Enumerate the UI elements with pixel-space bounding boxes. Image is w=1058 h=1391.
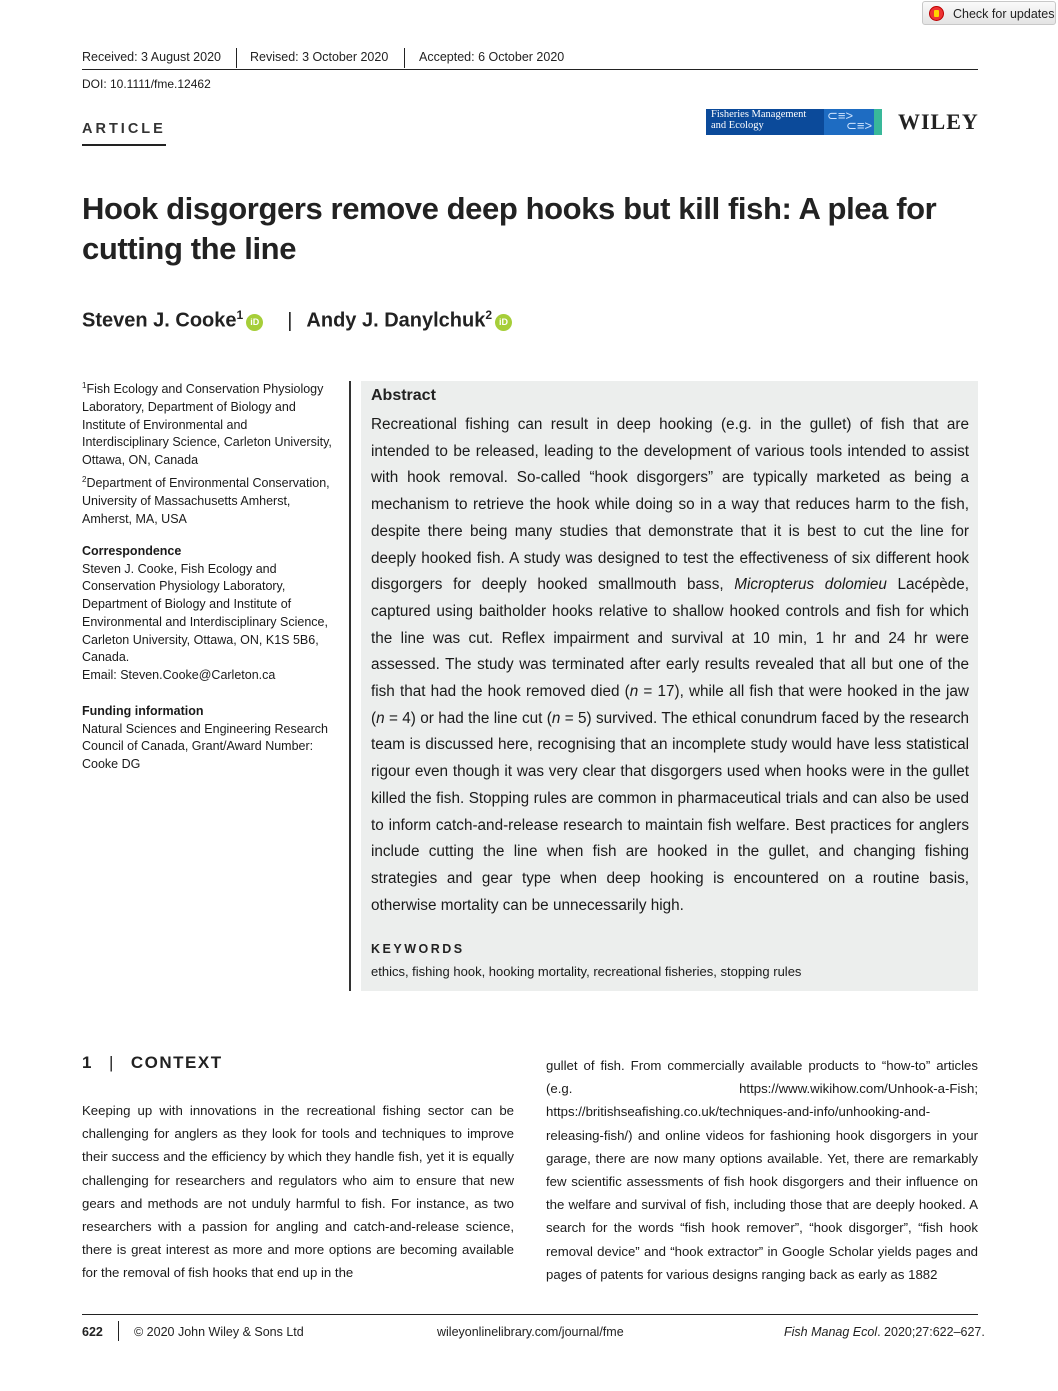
journal-logo-strip bbox=[874, 109, 882, 135]
affiliation-1 bbox=[82, 377, 337, 470]
revised-date: Revised: 3 October 2020 bbox=[250, 50, 389, 64]
abstract-part: = 4) or had the line cut ( bbox=[384, 709, 552, 727]
author-affiliation-marker: 1 bbox=[236, 308, 244, 322]
body-column-left: Keeping up with innovations in the recreational fishing sector can be challenging for anglers as they look for tools and techniques to improve their success and the efficiency by which they handle fish, yet it is equally challenging for researchers and regulators who aim to ensure that new gears and methods are not unduly harmful to fish. For instance, as two researchers with a passion for angling and catch-and-release science, there is great interest as more and more options are becoming available for the removal of fish hooks that end up in the bbox=[82, 1103, 514, 1281]
accepted-date: Accepted: 6 October 2020 bbox=[419, 50, 565, 64]
doi: DOI: 10.1111/fme.12462 bbox=[82, 77, 211, 91]
funding-text: Natural Sciences and Engineering Research Council of Canada, Grant/Award Number: Cooke DG bbox=[82, 721, 328, 772]
article-type-underline bbox=[82, 144, 166, 146]
header-divider bbox=[404, 48, 405, 68]
crossmark-icon bbox=[929, 6, 944, 21]
abstract-part: = 17), while all fish that were hooked in the jaw ( bbox=[371, 683, 969, 727]
check-for-updates-button[interactable] bbox=[922, 1, 1056, 25]
species-name: Micropterus dolomieu bbox=[734, 576, 887, 594]
correspondence-email[interactable]: Email: Steven.Cooke@Carleton.ca bbox=[82, 667, 276, 682]
copyright: © 2020 John Wiley & Sons Ltd bbox=[134, 1325, 304, 1339]
check-for-updates-label: Check for updates bbox=[953, 7, 1055, 21]
funding bbox=[82, 703, 337, 774]
fish-icon: ⊂≡> ⊂≡> bbox=[824, 109, 874, 135]
affiliation-marker: 1 bbox=[82, 381, 87, 390]
affiliation-text: Department of Environmental Conservation, University of Massachusetts Amherst, Amherst, MA, USA bbox=[82, 476, 330, 526]
received-date: Received: 3 August 2020 bbox=[82, 50, 221, 64]
abstract-text bbox=[371, 412, 969, 919]
abstract-part: Recreational fishing can result in deep hooking (e.g. in the gullet) of fish that are intended to be released, leading to the development of various tools intended to assist with hook removal. So-called “hook disgorgers” are typically marketed as being a mechanism to retrieve the hook while doing so in a way that reduces harm to the fish, despite there being many studies that demonstrate that it is best to cut the line for deeply hooked fish. A study was designed to test the effectiveness of six different hook disgorgers for deeply hooked smallmouth bass, bbox=[371, 416, 969, 594]
abstract-part: Lacépède, captured using baitholder hooks relative to shallow hooked controls and fish for which the line was cut. Reflex impairment and survival at 10 min, 1 hr and 24 hr were assessed. The study was terminated after early results revealed that all but one of the fish that had the hook removed died ( bbox=[371, 576, 969, 701]
orcid-icon[interactable]: iD bbox=[495, 314, 512, 331]
journal-url[interactable]: wileyonlinelibrary.com/journal/fme bbox=[437, 1325, 624, 1339]
funding-heading: Funding information bbox=[82, 704, 204, 718]
n-symbol: n bbox=[551, 709, 561, 727]
correspondence-text: Steven J. Cooke, Fish Ecology and Conservation Physiology Laboratory, Department of Biology and Institute of Environmental and Interdisciplinary Science, Carleton University, Ottawa, ON, K1S 5B6, Canada. bbox=[82, 561, 328, 665]
citation-details: . 2020;27:622–627. bbox=[877, 1325, 985, 1339]
author-name[interactable]: Steven J. Cooke bbox=[82, 309, 237, 332]
affiliation-marker: 2 bbox=[82, 475, 87, 484]
header-divider bbox=[236, 48, 237, 68]
abstract-side-bar bbox=[349, 381, 351, 991]
author-affiliation-marker: 2 bbox=[485, 308, 493, 322]
keywords-heading: KEYWORDS bbox=[371, 942, 465, 956]
affiliation-2 bbox=[82, 471, 337, 528]
section-number: 1 bbox=[82, 1053, 93, 1072]
footer-divider bbox=[118, 1321, 119, 1341]
footer-rule bbox=[82, 1314, 978, 1315]
journal-name-line1: Fisheries Management bbox=[711, 109, 807, 120]
author-name[interactable]: Andy J. Danylchuk bbox=[306, 309, 486, 332]
journal-logo bbox=[706, 109, 882, 135]
citation bbox=[784, 1325, 985, 1339]
n-symbol: n bbox=[376, 709, 385, 727]
orcid-icon[interactable]: iD bbox=[246, 314, 263, 331]
abstract-heading: Abstract bbox=[371, 387, 436, 404]
abstract-part: = 5) survived. The ethical conundrum faced by the research team is discussed here, recognising that an incomplete study would have less statistical rigour even though it was very clear that disgorgers used when hooks were in the gullet killed the fish. Stopping rules are common in pharmaceutical trials and can also be used to inform catch-and-release research to maintain fish welfare. Best practices for anglers include cutting the line when fish are hooked in the gullet, and changing fishing strategies and gear type when deep hooking is encountered on a routine basis, otherwise mortality can be unnecessarily high. bbox=[371, 709, 970, 914]
publisher-logo: WILEY bbox=[898, 109, 979, 134]
n-symbol: n bbox=[629, 683, 639, 701]
correspondence-heading: Correspondence bbox=[82, 544, 182, 558]
author-list bbox=[82, 308, 512, 333]
journal-abbreviation: Fish Manag Ecol bbox=[784, 1325, 878, 1339]
article-type: ARTICLE bbox=[82, 121, 166, 137]
journal-name-line2: and Ecology bbox=[711, 119, 764, 131]
body-column-right: gullet of fish. From commercially available products to “how-to” articles (e.g. https://www.wikihow.com/Unhook-a-Fish; https://britishseafishing.co.uk/techniques-and-info/unhooking-and-releasing-fish/) and online videos for fashioning hook disgorgers in your garage, there are now many options available. Yet, there are remarkably few scientific assessments of fish hook disgorgers and their influence on the welfare and survival of fish, including those that are deeply hooked. A search for the words “fish hook remover”, “hook disgorger”, “fish hook removal device” and “hook extractor” in Google Scholar yields pages and pages of patents for various designs ranging back as early as 1882 bbox=[546, 1058, 978, 1282]
keywords-list: ethics, fishing hook, hooking mortality, recreational fisheries, stopping rules bbox=[371, 964, 802, 979]
section-heading bbox=[82, 1053, 223, 1073]
header-rule bbox=[82, 69, 978, 70]
affiliation-text: Fish Ecology and Conservation Physiology Laboratory, Department of Biology and Institute of Environmental and Interdisciplinary Science, Carleton University, Ottawa, ON, Canada bbox=[82, 382, 332, 467]
section-title: CONTEXT bbox=[130, 1053, 223, 1072]
page-number: 622 bbox=[82, 1325, 103, 1339]
correspondence bbox=[82, 543, 337, 685]
author-separator: | bbox=[287, 309, 293, 332]
article-title: Hook disgorgers remove deep hooks but kill fish: A plea for cutting the line bbox=[82, 191, 937, 266]
section-separator: | bbox=[108, 1053, 115, 1072]
